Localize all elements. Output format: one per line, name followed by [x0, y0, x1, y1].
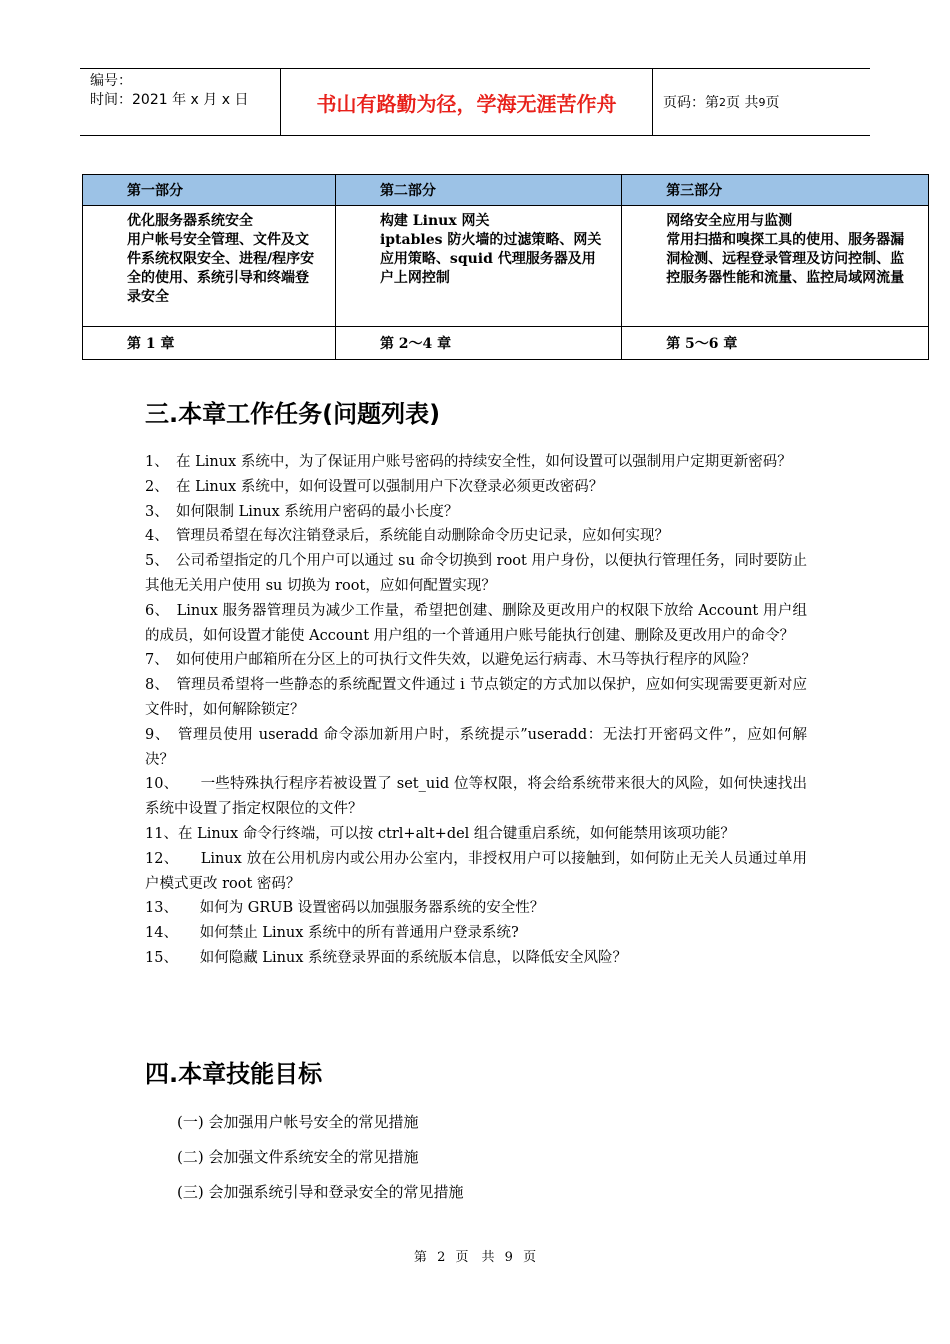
task-item: 7、 如何使用户邮箱所在分区上的可执行文件失效，以避免运行病毒、木马等执行程序的风险？: [145, 652, 756, 669]
skill-item: (三) 会加强系统引导和登录安全的常见措施: [177, 1183, 464, 1201]
section-3-title: 三.本章工作任务(问题列表): [145, 400, 441, 428]
part-2-title: 构建 Linux 网关: [379, 213, 490, 229]
task-item: 10、 一些特殊执行程序若被设置了 set_uid 位等权限，将会给系统带来很大的风险，如何快速找出系统中设置了指定权限位的文件？: [145, 776, 807, 818]
skill-item: (一) 会加强用户帐号安全的常见措施: [177, 1113, 419, 1131]
task-item: 4、 管理员希望在每次注销登录后，系统能自动删除命令历史记录，应如何实现？: [145, 528, 669, 545]
part-3-header: 第三部分: [622, 175, 929, 206]
part-1-header: 第一部分: [83, 175, 336, 206]
footer-current: 2: [437, 1250, 446, 1265]
part-3-title: 网络安全应用与监测: [666, 213, 793, 229]
task-item: 12、 Linux 放在公用机房内或公用办公室内，非授权用户可以接触到，如何防止无关人员通过单用户模式更改 root 密码？: [145, 850, 807, 892]
footer-mid: 页 共: [455, 1250, 495, 1265]
time-label: 时间：2021 年 x 月 x 日: [90, 92, 249, 108]
task-item: 3、 如何限制 Linux 系统用户密码的最小长度？: [145, 503, 459, 520]
part-1-title: 优化服务器系统安全: [127, 213, 253, 229]
header-meta: [80, 69, 281, 135]
header-page-number: [653, 69, 870, 135]
part-3-chapter: 第 5～6 章: [622, 327, 929, 360]
header-motto: 书山有路勤为径，学海无涯苦作舟: [281, 69, 653, 135]
task-item: 14、 如何禁止 Linux 系统中的所有普通用户登录系统?: [145, 925, 519, 942]
task-item: 1、 在 Linux 系统中，为了保证用户账号密码的持续安全性，如何设置可以强制用户定期更新密码？: [145, 454, 792, 470]
page-total: 9: [758, 95, 766, 109]
task-item: 5、 公司希望指定的几个用户可以通过 su 命令切换到 root 用户身份，以便执行管理任务，同时要防止其他无关用户使用 su 切换为 root，应如何配置实现？: [145, 553, 807, 594]
part-2-chapter: 第 2～4 章: [335, 327, 621, 360]
page-current: 2: [719, 95, 726, 109]
task-item: 9、 管理员使用 useradd 命令添加新用户时，系统提示”useradd：无法打开密码文件”，应如何解决？: [145, 726, 807, 768]
parts-table: [82, 174, 929, 360]
parts-table-body-row: [83, 206, 929, 327]
task-item: 15、 如何隐藏 Linux 系统登录界面的系统版本信息，以降低安全风险？: [145, 949, 628, 966]
task-list: [145, 450, 807, 971]
section-4-title: 四.本章技能目标: [145, 1060, 323, 1088]
part-1-content: [83, 206, 336, 327]
page-label-prefix: 页码：第: [663, 95, 719, 111]
page-header: [80, 68, 870, 136]
page-footer: [0, 1246, 950, 1265]
page-label-mid: 页 共: [726, 95, 759, 111]
part-1-desc: 用户帐号安全管理、文件及文件系统权限安全、进程/程序安全的使用、系统引导和终端登录安全: [127, 232, 315, 305]
task-item: 8、 管理员希望将一些静态的系统配置文件通过 i 节点锁定的方式加以保护，应如何实现需要更新对应文件时，如何解除锁定？: [145, 677, 807, 718]
task-item: 2、 在 Linux 系统中，如何设置可以强制用户下次登录必须更改密码？: [145, 478, 604, 495]
skill-item: (二) 会加强文件系统安全的常见措施: [177, 1148, 419, 1166]
part-2-header: 第二部分: [335, 175, 621, 206]
part-2-content: [335, 206, 621, 327]
footer-total: 9: [504, 1250, 513, 1265]
part-3-desc: 常用扫描和嗅探工具的使用、服务器漏洞检测、远程登录管理及访问控制、监控服务器性能和流量、监控局域网流量: [666, 232, 905, 286]
skill-list: [177, 1110, 463, 1215]
parts-table-header-row: [83, 175, 929, 206]
task-item: 13、 如何为 GRUB 设置密码以加强服务器系统的安全性？: [145, 900, 545, 917]
footer-prefix: 第: [413, 1250, 427, 1265]
footer-suffix: 页: [523, 1250, 537, 1265]
part-3-content: [622, 206, 929, 327]
parts-table-chapter-row: [83, 327, 929, 360]
part-2-desc: iptables 防火墙的过滤策略、网关应用策略、squid 代理服务器及用户上网控制: [379, 232, 602, 286]
task-item: 6、 Linux 服务器管理员为减少工作量，希望把创建、删除及更改用户的权限下放给 Account 用户组的成员，如何设置才能使 Account 用户组的一个普通用户账号能执行创建、删除及更改用户的命令？: [145, 602, 807, 644]
number-label: 编号：: [90, 73, 132, 89]
part-1-chapter: 第 1 章: [83, 327, 336, 360]
task-item: 11、在 Linux 命令行终端，可以按 ctrl+alt+del 组合键重启系统，如何能禁用该项功能？: [145, 825, 735, 842]
page-label-suffix: 页: [765, 95, 780, 111]
